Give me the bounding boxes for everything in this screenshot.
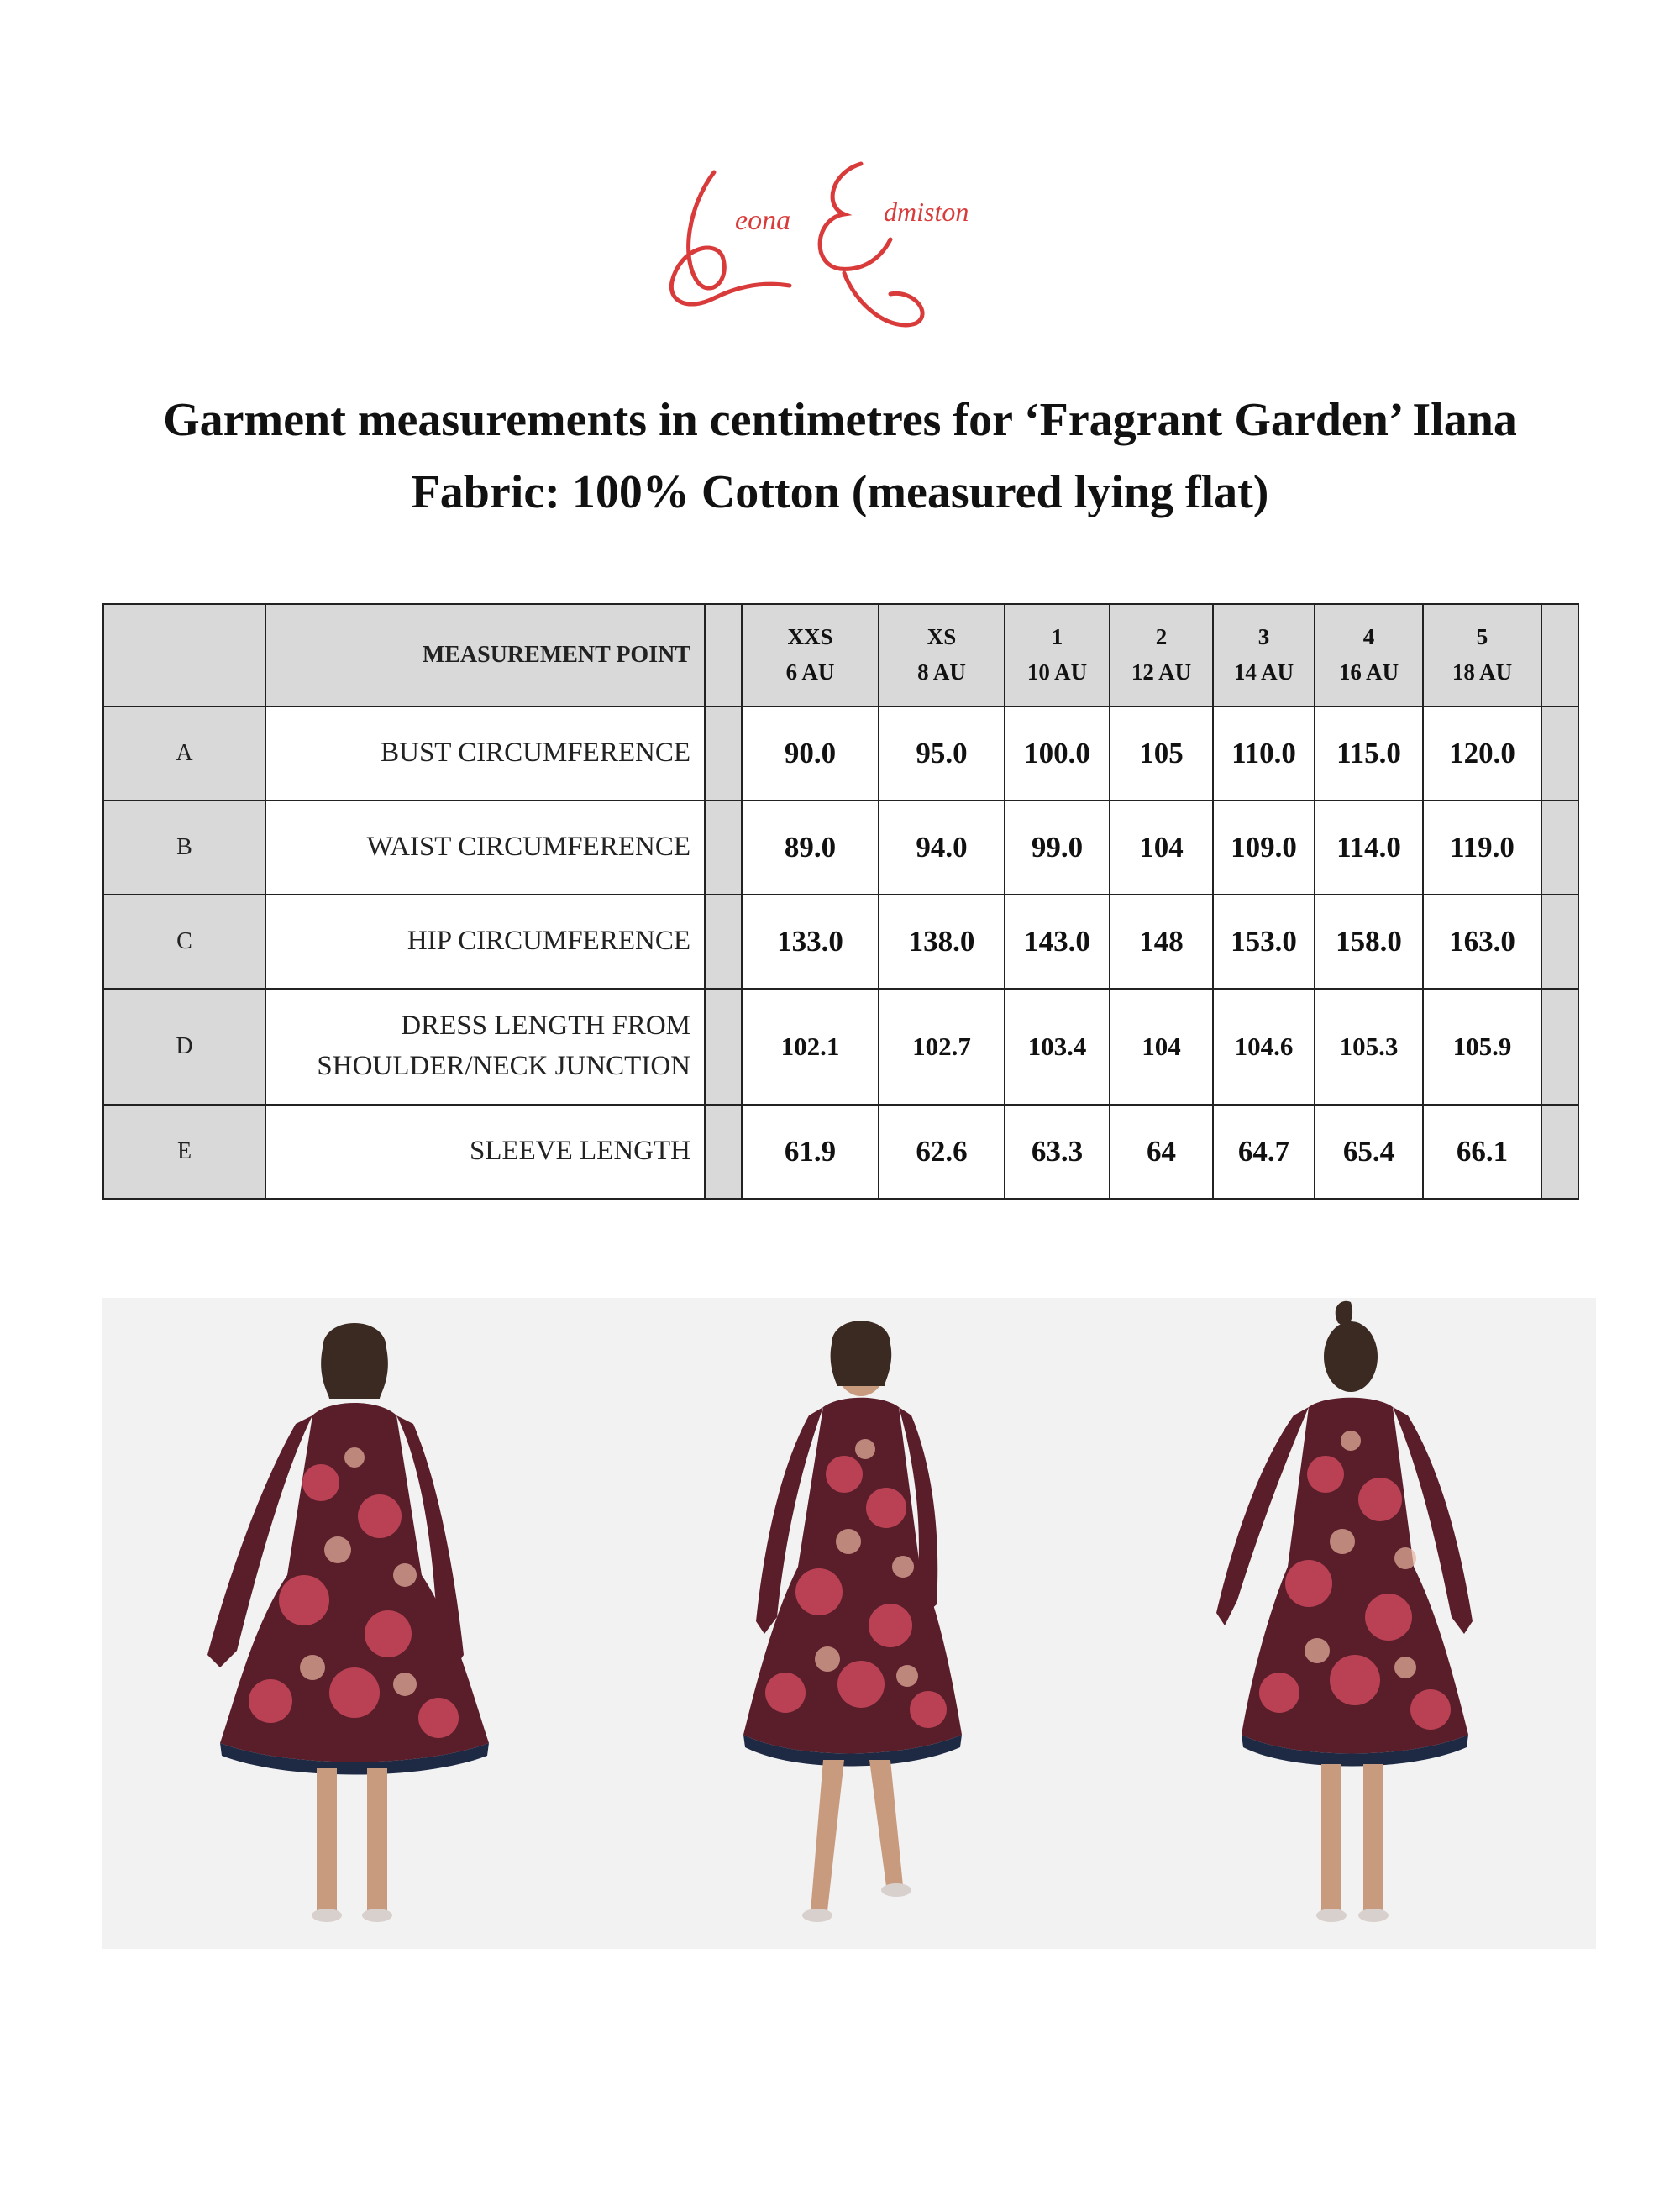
product-photo-front	[102, 1298, 601, 1949]
value-cell: 105	[1110, 706, 1213, 801]
value-cell: 120.0	[1423, 706, 1541, 801]
product-photo-back	[1099, 1298, 1596, 1949]
value-cell: 143.0	[1005, 895, 1110, 989]
row-code: E	[103, 1105, 265, 1199]
value-cell: 104	[1110, 989, 1213, 1105]
value-cell: 158.0	[1315, 895, 1423, 989]
value-cell: 63.3	[1005, 1105, 1110, 1199]
value-cell: 64.7	[1213, 1105, 1315, 1199]
size-header-5: 5 18 AU	[1423, 604, 1541, 706]
spacer-cell	[705, 801, 742, 895]
value-cell: 61.9	[742, 1105, 879, 1199]
size-header-4: 4 16 AU	[1315, 604, 1423, 706]
svg-text:eona: eona	[735, 205, 791, 236]
svg-text:dmiston: dmiston	[884, 197, 969, 227]
size-header-3: 3 14 AU	[1213, 604, 1315, 706]
measurement-point: WAIST CIRCUMFERENCE	[265, 801, 705, 895]
spacer-cell	[1541, 989, 1578, 1105]
value-cell: 102.7	[879, 989, 1005, 1105]
spacer-cell	[705, 604, 742, 706]
spacer-cell	[705, 706, 742, 801]
value-cell: 105.3	[1315, 989, 1423, 1105]
measurement-point-line: DRESS LENGTH FROM	[401, 1011, 690, 1042]
measurement-point: HIP CIRCUMFERENCE	[265, 895, 705, 989]
row-code: C	[103, 895, 265, 989]
value-cell: 62.6	[879, 1105, 1005, 1199]
value-cell: 90.0	[742, 706, 879, 801]
spacer-cell	[1541, 801, 1578, 895]
value-cell: 109.0	[1213, 801, 1315, 895]
spacer-cell	[1541, 895, 1578, 989]
value-cell: 104.6	[1213, 989, 1315, 1105]
corner-cell	[103, 604, 265, 706]
value-cell: 114.0	[1315, 801, 1423, 895]
table-header-row	[103, 604, 1578, 706]
spacer-cell	[1541, 706, 1578, 801]
value-cell: 103.4	[1005, 989, 1110, 1105]
value-cell: 105.9	[1423, 989, 1541, 1105]
size-header-xs: XS 8 AU	[879, 604, 1005, 706]
measurement-point: SLEEVE LENGTH	[265, 1105, 705, 1199]
measurement-point-line: SHOULDER/NECK JUNCTION	[317, 1051, 690, 1081]
spacer-cell	[1541, 1105, 1578, 1199]
spacer-cell	[1541, 604, 1578, 706]
table-row	[103, 706, 1578, 801]
size-header-xxs: XXS 6 AU	[742, 604, 879, 706]
value-cell: 64	[1110, 1105, 1213, 1199]
table-row	[103, 895, 1578, 989]
spacer-cell	[705, 989, 742, 1105]
measurement-point	[265, 989, 705, 1105]
value-cell: 65.4	[1315, 1105, 1423, 1199]
spacer-cell	[705, 895, 742, 989]
value-cell: 119.0	[1423, 801, 1541, 895]
value-cell: 115.0	[1315, 706, 1423, 801]
table-row	[103, 1105, 1578, 1199]
value-cell: 89.0	[742, 801, 879, 895]
value-cell: 138.0	[879, 895, 1005, 989]
value-cell: 100.0	[1005, 706, 1110, 801]
value-cell: 110.0	[1213, 706, 1315, 801]
row-code: A	[103, 706, 265, 801]
table-row	[103, 989, 1578, 1105]
brand-logo	[664, 155, 1016, 340]
value-cell: 99.0	[1005, 801, 1110, 895]
value-cell: 104	[1110, 801, 1213, 895]
value-cell: 102.1	[742, 989, 879, 1105]
fabric-subtitle: Fabric: 100% Cotton (measured lying flat)	[411, 466, 1269, 518]
measurement-point: BUST CIRCUMFERENCE	[265, 706, 705, 801]
size-header-1: 1 10 AU	[1005, 604, 1110, 706]
value-cell: 148	[1110, 895, 1213, 989]
row-code: B	[103, 801, 265, 895]
value-cell: 94.0	[879, 801, 1005, 895]
value-cell: 163.0	[1423, 895, 1541, 989]
product-photo-side	[601, 1298, 1099, 1949]
measurement-table	[102, 603, 1579, 1200]
size-header-2: 2 12 AU	[1110, 604, 1213, 706]
page-title: Garment measurements in centimetres for ‘Fragrant Garden’ Ilana	[163, 394, 1517, 446]
spacer-cell	[705, 1105, 742, 1199]
product-photos	[102, 1298, 1596, 1949]
value-cell: 66.1	[1423, 1105, 1541, 1199]
value-cell: 95.0	[879, 706, 1005, 801]
value-cell: 133.0	[742, 895, 879, 989]
measurement-point-header: MEASUREMENT POINT	[265, 604, 705, 706]
value-cell: 153.0	[1213, 895, 1315, 989]
table-row	[103, 801, 1578, 895]
row-code: D	[103, 989, 265, 1105]
